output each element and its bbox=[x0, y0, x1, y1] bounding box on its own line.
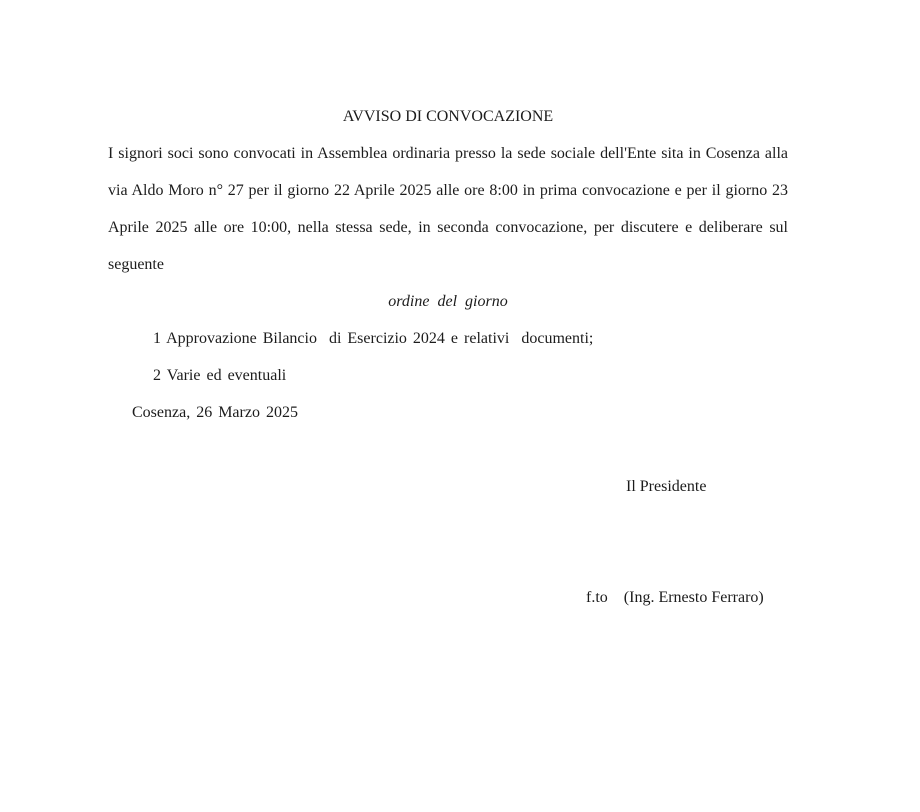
agenda-heading: ordine del giorno bbox=[388, 293, 508, 310]
document-body bbox=[108, 0, 788, 653]
signature-name-line bbox=[108, 542, 788, 653]
agenda-item-2: 2 Varie ed eventuali bbox=[153, 367, 287, 384]
dateline: Cosenza, 26 Marzo 2025 bbox=[132, 404, 298, 421]
signature-name: (Ing. Ernesto Ferraro) bbox=[623, 589, 764, 606]
paragraph-line-3: Aprile 2025 alle ore 10:00, nella stessa sede, in seconda convocazione, per discutere e deliberare sul bbox=[108, 219, 788, 236]
agenda-item-1: 1 Approvazione Bilancio di Esercizio 2024 e relativi documenti; bbox=[153, 330, 594, 347]
paragraph-line-1: I signori soci sono convocati in Assemblea ordinaria presso la sede sociale dell'Ente sita in Cosenza alla bbox=[108, 145, 788, 162]
signature-role-line bbox=[108, 431, 788, 542]
document-title: AVVISO DI CONVOCAZIONE bbox=[342, 108, 554, 125]
signature-fto: f.to bbox=[586, 589, 608, 606]
signature-role: Il Presidente bbox=[626, 478, 707, 495]
paragraph-line-2: via Aldo Moro n° 27 per il giorno 22 Aprile 2025 alle ore 8:00 in prima convocazione e per il giorno 23 bbox=[108, 182, 788, 199]
paragraph-line-4: seguente bbox=[108, 256, 164, 273]
